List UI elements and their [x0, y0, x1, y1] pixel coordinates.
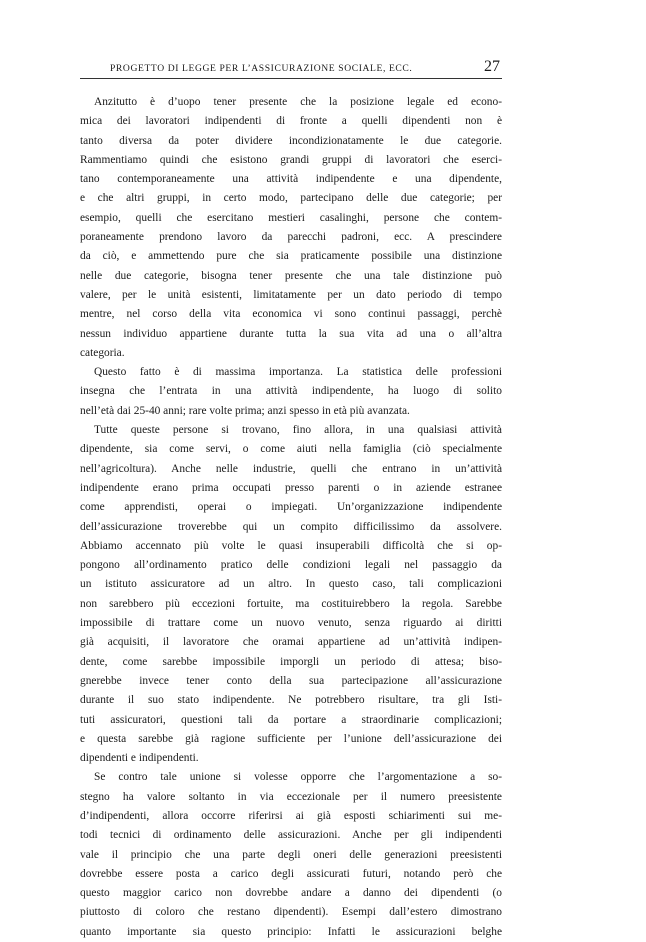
- text-line: dovrebbe essere posta a carico degli assicurati futuri, notando però che: [80, 867, 502, 880]
- text-line: tano contemporaneamente una attività indipendente e una dipendente,: [80, 173, 502, 186]
- text-line: valere, per le unità esistenti, limitatamente per un dato periodo di tempo: [80, 288, 502, 301]
- text-line: indipendente erano prima occupati presso parenti o in aziende estranee: [80, 481, 502, 494]
- text-line: todi tecnici di ordinamento delle assicurazioni. Anche per gli indipendenti: [80, 829, 502, 842]
- body-text: [80, 93, 502, 942]
- text-line: impossibile di trattare come un nuovo venuto, senza riguardo ai diritti: [80, 617, 502, 630]
- text-line: nell’agricoltura). Anche nelle industrie, quelli che entrano in un’attività: [80, 462, 502, 475]
- text-line: tanto diversa da poter dividere incondizionatamente le due categorie.: [80, 134, 502, 147]
- text-line: durante il suo stato indipendente. Ne potrebbero risultare, tra gli Isti-: [80, 694, 502, 707]
- text-line: dipendenti e indipendenti.: [80, 752, 199, 765]
- text-line: non sarebbero più eccezioni fortuite, ma costituirebbero la regola. Sarebbe: [80, 597, 502, 610]
- text-line: stegno ha valore soltanto in via eccezionale per il numero preesistente: [80, 790, 502, 803]
- text-line: nell’età dai 25-40 anni; rare volte prima; anzi spesso in età più avanzata.: [80, 404, 410, 417]
- text-line: Abbiamo accennato più volte le quasi insuperabili difficoltà che si op-: [80, 539, 502, 552]
- text-line: questo maggior carico non dovrebbe andare a danno dei dipendenti (o: [80, 887, 502, 900]
- text-line: Questo fatto è di massima importanza. La statistica delle professioni: [94, 366, 502, 379]
- text-line: dipendente, sia come servi, o come aiuti nella famiglia (ciò specialmente: [80, 443, 502, 456]
- text-line: Rammentiamo quindi che esistono grandi gruppi di lavoratori che eserci-: [80, 153, 502, 166]
- running-title: PROGETTO DI LEGGE PER L’ASSICURAZIONE SOCIALE, ECC.: [110, 63, 413, 74]
- text-line: Tutte queste persone si trovano, fino allora, in una qualsiasi attività: [94, 424, 502, 437]
- running-head: [80, 58, 502, 79]
- page-number: 27: [484, 58, 500, 75]
- text-line: già acquisiti, il lavoratore che oramai appartiene ad un’attività indipen-: [80, 636, 502, 649]
- text-line: Se contro tale unione si volesse opporre che l’argomentazione a so-: [94, 771, 502, 784]
- text-line: nessun individuo appartiene durante tutta la sua vita ad una o all’altra: [80, 327, 502, 340]
- text-line: tuti assicuratori, questioni tali da portare a straordinarie complicazioni;: [80, 713, 502, 726]
- text-line: e che altri gruppi, in certo modo, partecipano delle due categorie; per: [80, 192, 502, 205]
- text-line: e questa sarebbe già ragione sufficiente per l’unione dell’assicurazione dei: [80, 732, 502, 745]
- text-line: insegna che l’entrata in una attività indipendente, ha luogo di solito: [80, 385, 502, 398]
- text-line: Anzitutto è d’uopo tener presente che la posizione legale ed econo-: [94, 96, 502, 108]
- text-line: pongono all’ordinamento pratico delle condizioni legali nel passaggio da: [80, 559, 502, 572]
- text-line: poraneamente prendono lavoro da parecchi padroni, ecc. A prescindere: [80, 231, 502, 244]
- text-line: mentre, nel corso della vita economica vi sono continui passaggi, perchè: [80, 308, 502, 321]
- text-line: vale il principio che una parte degli oneri delle generazioni preesistenti: [80, 848, 502, 861]
- text-line: dell’assicurazione troverebbe qui un compito difficilissimo da assolvere.: [80, 520, 502, 533]
- text-line: quanto importante sia questo principio: Infatti le assicurazioni belghe: [80, 925, 502, 938]
- text-line: dente, come sarebbe impossibile imporgli un periodo di attesa; biso-: [80, 655, 502, 668]
- text-line: gnerebbe invece tener conto della sua partecipazione all’assicurazione: [80, 674, 502, 687]
- text-line: esempio, quelli che esercitano mestieri casalinghi, persone che contem-: [80, 211, 502, 224]
- document-page: [80, 58, 502, 942]
- text-line: categoria.: [80, 346, 125, 359]
- text-line: un istituto assicuratore ad un altro. In questo caso, tali complicazioni: [80, 578, 502, 591]
- text-line: piuttosto di coloro che restano dipendenti). Esempi dall’estero dimostrano: [80, 906, 502, 919]
- text-line: mica dei lavoratori indipendenti di fronte a quelli dipendenti non è: [80, 115, 502, 128]
- text-line: d’indipendenti, allora occorre riferirsi ai già esposti schiarimenti sui me-: [80, 809, 502, 822]
- text-line: come apprendisti, operai o impiegati. Un’organizzazione indipendente: [80, 501, 502, 514]
- text-line: da ciò, e ammettendo pure che sia praticamente possibile una distinzione: [80, 250, 502, 263]
- text-line: nelle due categorie, bisogna tener presente che una tale distinzione può: [80, 269, 502, 282]
